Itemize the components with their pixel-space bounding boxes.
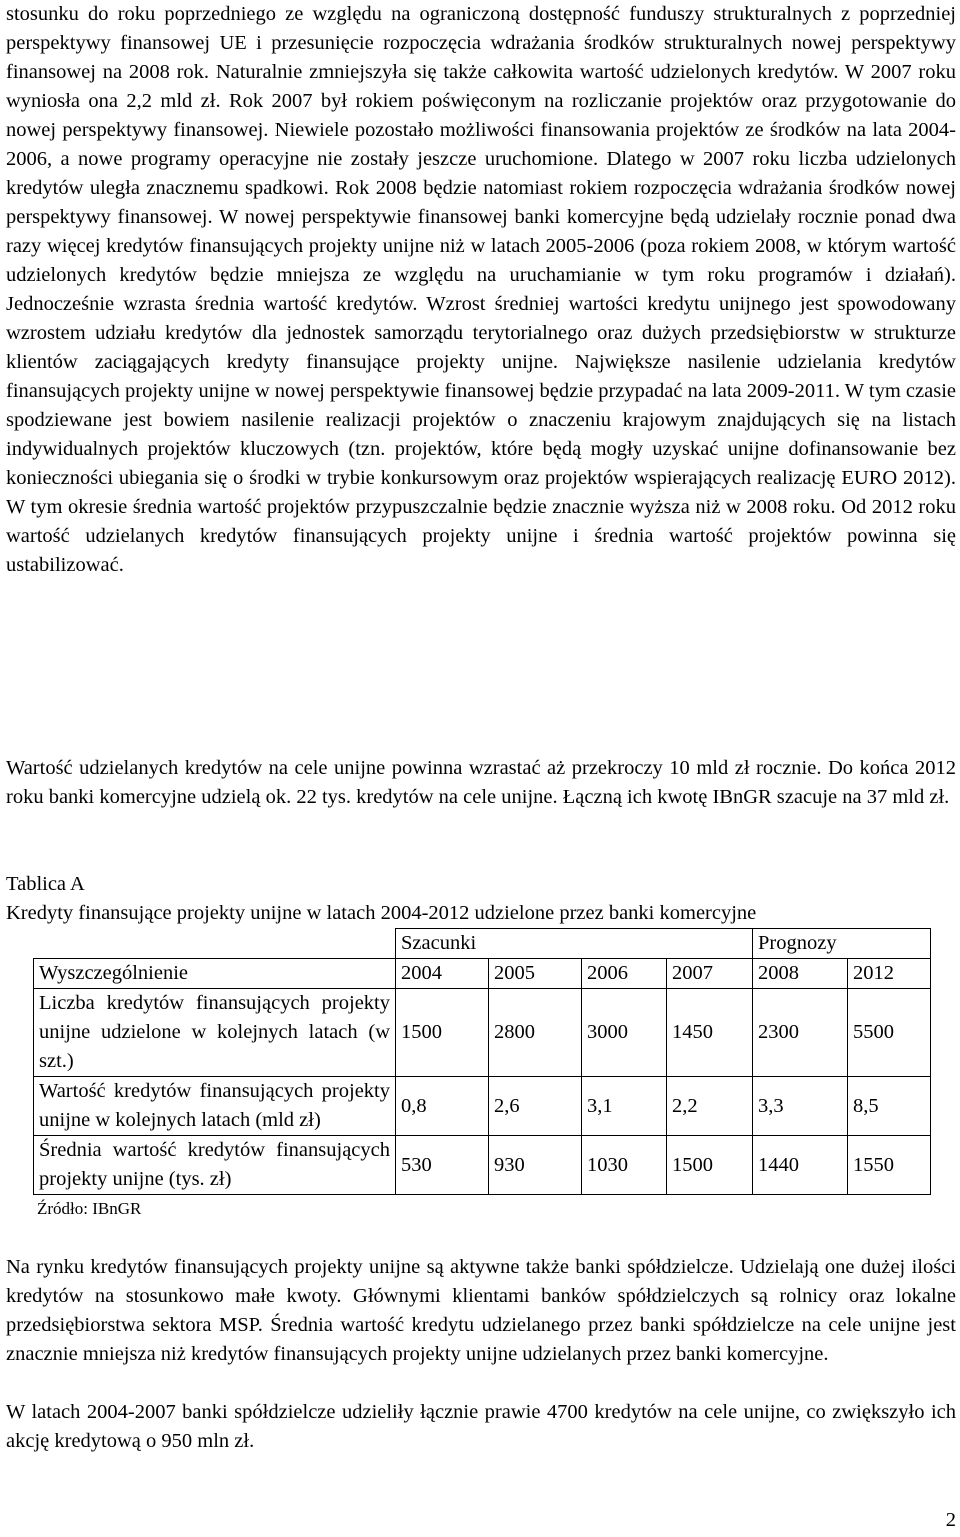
row-label: Średnia wartość kredytów finansujących projekty unijne (tys. zł)	[34, 1136, 396, 1195]
table-row	[34, 1136, 931, 1195]
table-cell: 3000	[582, 989, 667, 1077]
table-cell: 3,1	[582, 1077, 667, 1136]
table-cell: 5500	[848, 989, 931, 1077]
header-year: 2006	[582, 959, 667, 989]
table-row	[34, 989, 931, 1077]
table-cell: 2,6	[489, 1077, 582, 1136]
table-group-row	[34, 929, 931, 959]
row-label: Liczba kredytów finansujących projekty unijne udzielone w kolejnych latach (w szt.)	[34, 989, 396, 1077]
group-forecasts: Prognozy	[753, 929, 931, 959]
table-source: Źródło: IBnGR	[37, 1199, 142, 1218]
table-cell: 930	[489, 1136, 582, 1195]
paragraph-4: W latach 2004-2007 banki spółdzielcze udzieliły łącznie prawie 4700 kredytów na cele unijne, co zwiększyło ich akcję kredytową o 950 mln zł.	[6, 1401, 956, 1452]
header-year: 2004	[396, 959, 489, 989]
table-title: Kredyty finansujące projekty unijne w latach 2004-2012 udzielone przez banki komercyjne	[6, 902, 757, 924]
table-cell: 1500	[396, 989, 489, 1077]
table-header-row	[34, 959, 931, 989]
header-label: Wyszczególnienie	[34, 959, 396, 989]
table-label: Tablica A	[6, 873, 85, 895]
table-cell: 3,3	[753, 1077, 848, 1136]
table-cell: 2300	[753, 989, 848, 1077]
table-cell: 1500	[667, 1136, 753, 1195]
table-cell: 530	[396, 1136, 489, 1195]
table-cell: 1450	[667, 989, 753, 1077]
table-cell: 8,5	[848, 1077, 931, 1136]
credits-table	[33, 928, 931, 1195]
table-cell: 2800	[489, 989, 582, 1077]
table-cell: 1030	[582, 1136, 667, 1195]
table-cell: 0,8	[396, 1077, 489, 1136]
paragraph-2: Wartość udzielanych kredytów na cele unijne powinna wzrastać aż przekroczy 10 mld zł rocznie. Do końca 2012 roku banki komercyjne udzielą ok. 22 tys. kredytów na cele unijne. Łączną ich kwotę IBnGR szacuje na 37 mld zł.	[6, 757, 956, 808]
header-year: 2012	[848, 959, 931, 989]
document-page	[6, 0, 956, 1456]
page-number: 2	[945, 1509, 956, 1531]
paragraph-3: Na rynku kredytów finansujących projekty unijne są aktywne także banki spółdzielcze. Udzielają one dużej ilości kredytów na stosunkowo małe kwoty. Głównymi klientami banków spółdzielczych są rolnicy oraz lokalne przedsiębiorstwa sektora MSP. Średnia wartość kredytu udzielanego przez banki spółdzielcze na cele unijne jest znacznie mniejsza niż kredytów finansujących projekty unijne udzielanych przez banki komercyjne.	[6, 1256, 956, 1365]
header-year: 2007	[667, 959, 753, 989]
group-estimates: Szacunki	[396, 929, 753, 959]
table-cell: 1440	[753, 1136, 848, 1195]
table-cell: 2,2	[667, 1077, 753, 1136]
paragraph-1: stosunku do roku poprzedniego ze względu na ograniczoną dostępność funduszy strukturalnych z poprzedniej perspektywy finansowej UE i przesunięcie rozpoczęcia wdrażania środków strukturalnych nowej perspektywy finansowej na 2008 rok. Naturalnie zmniejszyła się także całkowita wartość udzielonych kredytów. W 2007 roku wyniosła ona 2,2 mld zł. Rok 2007 był rokiem poświęconym na rozliczanie projektów oraz przygotowanie do nowej perspektywy finansowej. Niewiele pozostało możliwości finansowania projektów ze środków na lata 2004-2006, a nowe programy operacyjne nie zostały jeszcze uruchomione. Dlatego w 2007 roku liczba udzielonych kredytów uległa znacznemu spadkowi. Rok 2008 będzie natomiast rokiem rozpoczęcia wdrażania środków nowej perspektywy finansowej. W nowej perspektywie finansowej banki komercyjne będą udzielały rocznie ponad dwa razy więcej kredytów finansujących projekty unijne niż w latach 2005-2006 (poza rokiem 2008, w którym wartość udzielonych kredytów będzie mniejsza ze względu na uruchamianie w tym roku programów i działań). Jednocześnie wzrasta średnia wartość kredytów. Wzrost średniej wartości kredytu unijnego jest spowodowany wzrostem udziału kredytów dla jednostek samorządu terytorialnego oraz dużych przedsiębiorstw w strukturze klientów zaciągających kredyty finansujące projekty unijne. Największe nasilenie udzielania kredytów finansujących projekty unijne w nowej perspektywie finansowej będzie przypadać na lata 2009-2011. W tym czasie spodziewane jest bowiem nasilenie realizacji projektów o znaczeniu krajowym znajdujących się na listach indywidualnych projektów kluczowych (tzn. projektów, które będą mogły uzyskać unijne dofinansowanie bez konieczności ubiegania się o środki w trybie konkursowym oraz projektów wspierających realizację EURO 2012). W tym okresie średnia wartość projektów przypuszczalnie będzie znacznie wyższa niż w 2008 roku. Od 2012 roku wartość udzielanych kredytów finansujących projekty unijne i średnia wartość projektów powinna się ustabilizować.	[6, 3, 956, 576]
header-year: 2005	[489, 959, 582, 989]
row-label: Wartość kredytów finansujących projekty unijne w kolejnych latach (mld zł)	[34, 1077, 396, 1136]
header-year: 2008	[753, 959, 848, 989]
table-row	[34, 1077, 931, 1136]
table-cell: 1550	[848, 1136, 931, 1195]
